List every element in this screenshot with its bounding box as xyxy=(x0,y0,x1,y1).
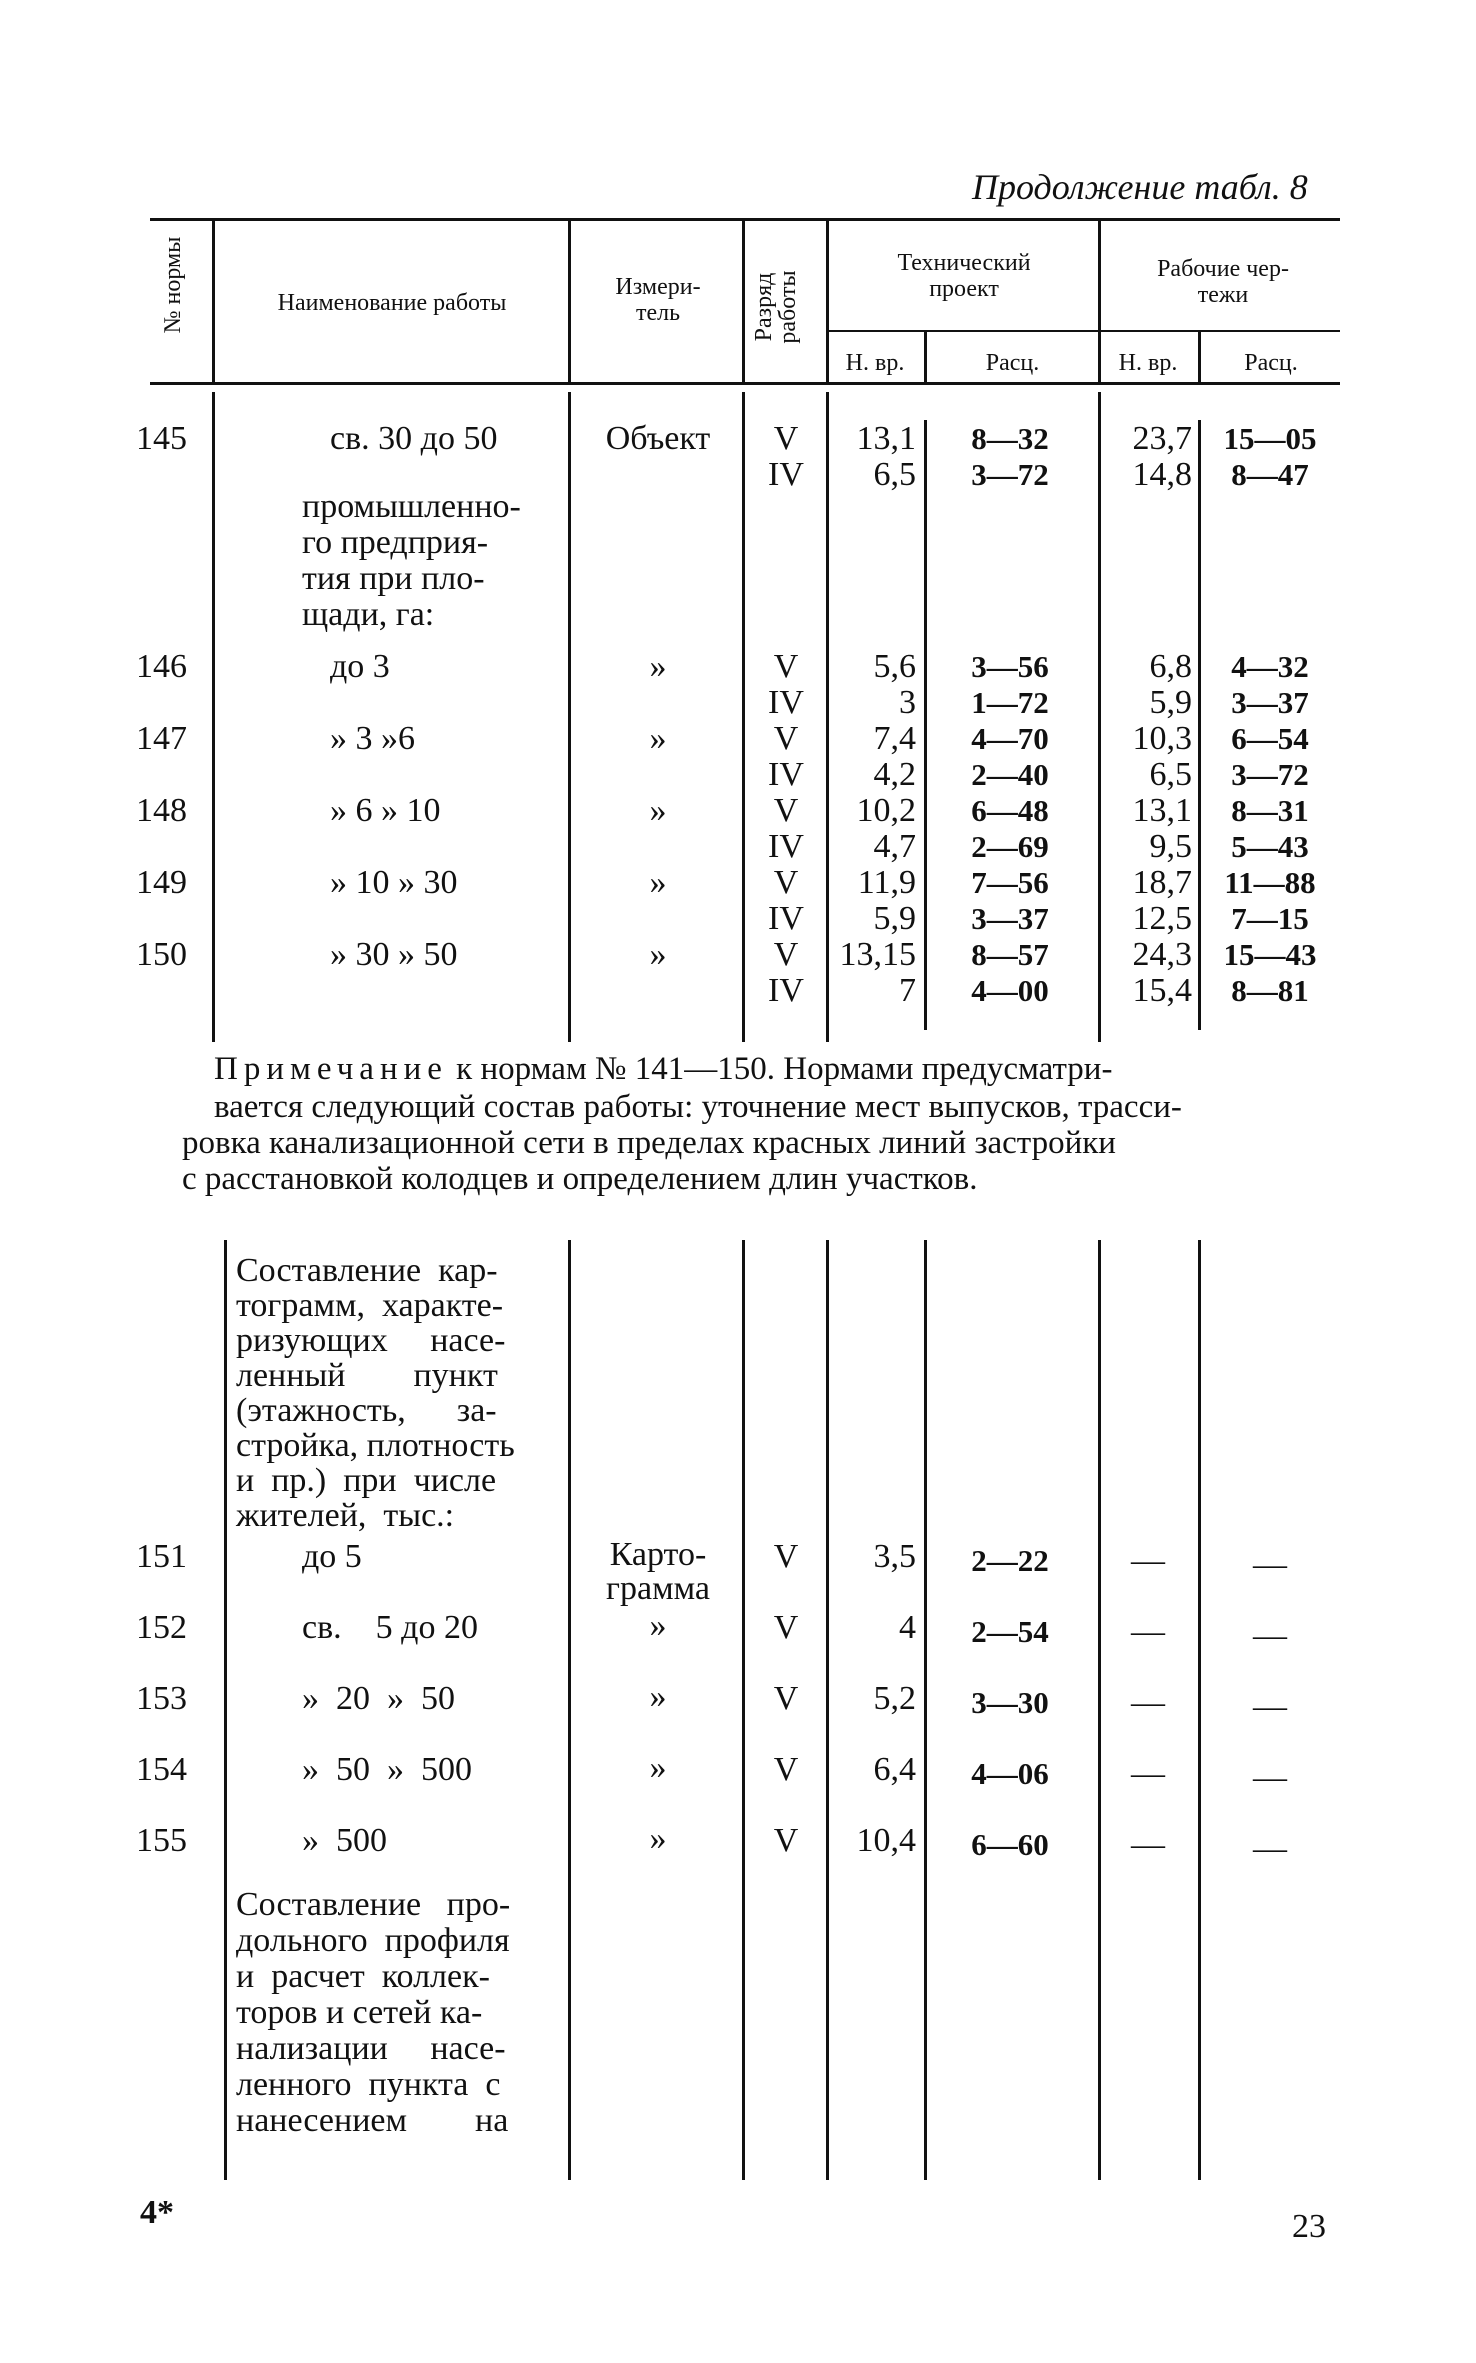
body-divider xyxy=(1198,1240,1201,2180)
tp-rate: 3—72 xyxy=(971,457,1049,492)
body-divider xyxy=(568,1240,571,2180)
tp-rate: 3—37 xyxy=(971,901,1049,936)
tp-time: 3,5 xyxy=(873,1538,916,1575)
wd-time: 15,4 xyxy=(1132,972,1192,1009)
tp-rate: 8—57 xyxy=(971,937,1049,972)
group-label-3-line: и расчет коллек- xyxy=(236,1958,490,1995)
wd-rate: 6—54 xyxy=(1231,721,1309,756)
group-label-2-line: и пр.) при числе xyxy=(236,1462,497,1499)
meter: » xyxy=(649,1607,667,1644)
grade: V xyxy=(773,864,799,901)
grade: V xyxy=(773,1822,799,1859)
tp-rate: 2—69 xyxy=(971,829,1049,864)
note-line-3: ровка канализационной сети в пределах красных линий застройки xyxy=(182,1125,1116,1161)
tp-time: 13,15 xyxy=(839,936,916,973)
norm-number: 149 xyxy=(136,864,187,901)
norm-number: 145 xyxy=(136,420,187,457)
tp-time: 4,7 xyxy=(873,828,916,865)
note-text: к нормам № 141—150. Нормами предусматри- xyxy=(456,1051,1113,1087)
grade: V xyxy=(773,1751,799,1788)
grade: V xyxy=(773,1680,799,1717)
wd-time: 13,1 xyxy=(1132,792,1192,829)
group-label-2-line: тограмм, характе- xyxy=(236,1287,504,1324)
grade: V xyxy=(773,720,799,757)
work-name: » 30 » 50 xyxy=(330,936,458,973)
group-label-2-line: (этажность, за- xyxy=(236,1392,497,1429)
tp-rate: 6—48 xyxy=(971,793,1049,828)
tp-rate: 4—70 xyxy=(971,721,1049,756)
norm-number: 148 xyxy=(136,792,187,829)
norm-number: 155 xyxy=(136,1822,187,1859)
tp-time: 6,4 xyxy=(873,1751,916,1788)
work-name: » 500 xyxy=(302,1822,387,1859)
footer-signature: 4* xyxy=(140,2194,174,2231)
wd-time: 18,7 xyxy=(1132,864,1192,901)
body-divider xyxy=(924,1240,927,2180)
tp-time: 4,2 xyxy=(873,756,916,793)
work-name: » 10 » 30 xyxy=(330,864,458,901)
group-label-2-line: ленный пункт xyxy=(236,1357,498,1394)
header-divider xyxy=(742,220,745,382)
body-divider xyxy=(924,420,927,1030)
header-divider xyxy=(1198,332,1201,382)
body-divider xyxy=(1198,420,1201,1030)
meter: » xyxy=(649,792,667,829)
wd-rate: 8—81 xyxy=(1231,973,1309,1008)
header-divider xyxy=(212,220,215,382)
group-label-3-line: торов и сетей ка- xyxy=(236,1994,483,2031)
tp-time: 5,6 xyxy=(873,648,916,685)
header-wd-time: Н. вр. xyxy=(1118,350,1178,376)
work-name: » 20 » 50 xyxy=(302,1680,455,1717)
tp-time: 5,9 xyxy=(873,900,916,937)
header-bottom-rule xyxy=(150,382,1340,385)
tp-time: 10,4 xyxy=(856,1822,916,1859)
header-divider xyxy=(826,220,829,382)
wd-time: 23,7 xyxy=(1132,420,1192,457)
tp-time: 7,4 xyxy=(873,720,916,757)
meter: Объект xyxy=(605,420,711,457)
work-name: до 5 xyxy=(302,1538,362,1575)
group-label-1-line: тия при пло- xyxy=(302,560,485,597)
tp-rate: 7—56 xyxy=(971,865,1049,900)
norm-number: 151 xyxy=(136,1538,187,1575)
grade: V xyxy=(773,936,799,973)
header-tp-time: Н. вр. xyxy=(845,350,905,376)
group-label-2-line: ризующих насе- xyxy=(236,1322,506,1359)
meter: » xyxy=(649,1749,667,1786)
body-divider xyxy=(224,1240,227,2180)
tp-time: 6,5 xyxy=(873,456,916,493)
meter: » xyxy=(649,720,667,757)
header-num: № нормы xyxy=(160,236,186,334)
wd-rate: 15—05 xyxy=(1223,421,1317,456)
grade: IV xyxy=(768,456,804,493)
norm-number: 147 xyxy=(136,720,187,757)
header-name: Наименование работы xyxy=(277,290,507,316)
group-label-3-line: нализации насе- xyxy=(236,2030,506,2067)
wd-time: 24,3 xyxy=(1132,936,1192,973)
wd-time: — xyxy=(1131,1613,1165,1650)
norm-number: 150 xyxy=(136,936,187,973)
tp-time: 11,9 xyxy=(857,864,916,901)
wd-rate: 4—32 xyxy=(1231,649,1309,684)
tp-rate: 4—06 xyxy=(971,1756,1049,1791)
norm-number: 154 xyxy=(136,1751,187,1788)
group-label-2-line: стройка, плотность xyxy=(236,1427,515,1464)
norm-number: 152 xyxy=(136,1609,187,1646)
meter: » xyxy=(649,648,667,685)
wd-rate: 11—88 xyxy=(1224,865,1316,900)
tp-rate: 8—32 xyxy=(971,421,1049,456)
header-work-drawings: Рабочие чер- тежи xyxy=(1157,256,1289,308)
group-label-1-line: го предприя- xyxy=(302,524,489,561)
norm-number: 146 xyxy=(136,648,187,685)
tp-rate: 1—72 xyxy=(971,685,1049,720)
grade: V xyxy=(773,648,799,685)
wd-time: — xyxy=(1131,1542,1165,1579)
wd-rate: — xyxy=(1253,1688,1287,1725)
norm-number: 153 xyxy=(136,1680,187,1717)
wd-rate: — xyxy=(1253,1617,1287,1654)
wd-rate: 3—72 xyxy=(1231,757,1309,792)
tp-rate: 2—54 xyxy=(971,1614,1049,1649)
note-line-1 xyxy=(214,1050,1112,1088)
meter: » xyxy=(649,1820,667,1857)
tp-time: 4 xyxy=(899,1609,916,1646)
work-name: » 50 » 500 xyxy=(302,1751,472,1788)
tp-rate: 2—22 xyxy=(971,1543,1049,1578)
table-top-rule xyxy=(150,218,1340,221)
wd-time: 10,3 xyxy=(1132,720,1192,757)
wd-time: 6,8 xyxy=(1149,648,1192,685)
note-line-4: с расстановкой колодцев и определением длин участков. xyxy=(182,1161,978,1197)
header-tp-rate: Расц. xyxy=(985,350,1040,376)
wd-time: 14,8 xyxy=(1132,456,1192,493)
header-grade: Разряд работы xyxy=(751,270,801,344)
page-number: 23 xyxy=(1292,2208,1326,2245)
group-label-3-line: нанесением на xyxy=(236,2102,509,2139)
work-name: св. 30 до 50 xyxy=(330,420,498,457)
tp-rate: 3—30 xyxy=(971,1685,1049,1720)
group-label-2-line: жителей, тыс.: xyxy=(236,1497,455,1534)
header-wd-rate: Расц. xyxy=(1244,350,1298,376)
wd-time: — xyxy=(1131,1684,1165,1721)
note-lead: Примечание xyxy=(214,1051,448,1087)
tp-rate: 2—40 xyxy=(971,757,1049,792)
group-label-3-line: Составление про- xyxy=(236,1886,511,1923)
subheader-rule xyxy=(828,330,1340,332)
work-name: до 3 xyxy=(330,648,390,685)
meter: » xyxy=(649,1678,667,1715)
wd-time: — xyxy=(1131,1755,1165,1792)
tp-rate: 4—00 xyxy=(971,973,1049,1008)
grade: IV xyxy=(768,972,804,1009)
wd-rate: 7—15 xyxy=(1231,901,1309,936)
header-divider xyxy=(1098,220,1101,382)
grade: IV xyxy=(768,756,804,793)
header-meter: Измери- тель xyxy=(615,274,701,326)
wd-rate: 3—37 xyxy=(1231,685,1309,720)
body-divider xyxy=(568,392,571,1042)
note-line-2: вается следующий состав работы: уточнение мест выпусков, трасси- xyxy=(214,1089,1182,1125)
group-label-3-line: дольного профиля xyxy=(236,1922,510,1959)
wd-rate: — xyxy=(1253,1759,1287,1796)
header-divider xyxy=(924,332,927,382)
wd-rate: 8—47 xyxy=(1231,457,1309,492)
meter: » xyxy=(649,864,667,901)
header-divider xyxy=(568,220,571,382)
tp-time: 7 xyxy=(899,972,916,1009)
work-name: » 3 »6 xyxy=(330,720,415,757)
grade: V xyxy=(773,792,799,829)
wd-time: — xyxy=(1131,1826,1165,1863)
grade: IV xyxy=(768,900,804,937)
meter: » xyxy=(649,936,667,973)
continuation-title: Продолжение табл. 8 xyxy=(972,167,1308,207)
wd-rate: 15—43 xyxy=(1223,937,1317,972)
wd-time: 6,5 xyxy=(1149,756,1192,793)
body-divider xyxy=(742,1240,745,2180)
meter: Карто- грамма xyxy=(606,1536,710,1607)
body-divider xyxy=(212,392,215,1042)
work-name: » 6 » 10 xyxy=(330,792,441,829)
grade: IV xyxy=(768,684,804,721)
grade: V xyxy=(773,1538,799,1575)
wd-time: 12,5 xyxy=(1132,900,1192,937)
group-label-2-line: Составление кар- xyxy=(236,1252,498,1289)
wd-time: 9,5 xyxy=(1149,828,1192,865)
wd-rate: 8—31 xyxy=(1231,793,1309,828)
group-label-1-line: щади, га: xyxy=(302,596,435,633)
tp-time: 10,2 xyxy=(856,792,916,829)
tp-rate: 3—56 xyxy=(971,649,1049,684)
wd-rate: — xyxy=(1253,1830,1287,1867)
grade: V xyxy=(773,420,799,457)
group-label-1-line: промышленно- xyxy=(302,488,521,525)
tp-rate: 6—60 xyxy=(971,1827,1049,1862)
wd-time: 5,9 xyxy=(1149,684,1192,721)
wd-rate: — xyxy=(1253,1546,1287,1583)
tp-time: 13,1 xyxy=(856,420,916,457)
grade: V xyxy=(773,1609,799,1646)
tp-time: 3 xyxy=(899,684,916,721)
tp-time: 5,2 xyxy=(873,1680,916,1717)
group-label-3-line: ленного пункта с xyxy=(236,2066,501,2103)
wd-rate: 5—43 xyxy=(1231,829,1309,864)
header-tech-project: Технический проект xyxy=(897,250,1031,302)
grade: IV xyxy=(768,828,804,865)
work-name: св. 5 до 20 xyxy=(302,1609,478,1646)
body-divider xyxy=(742,392,745,1042)
